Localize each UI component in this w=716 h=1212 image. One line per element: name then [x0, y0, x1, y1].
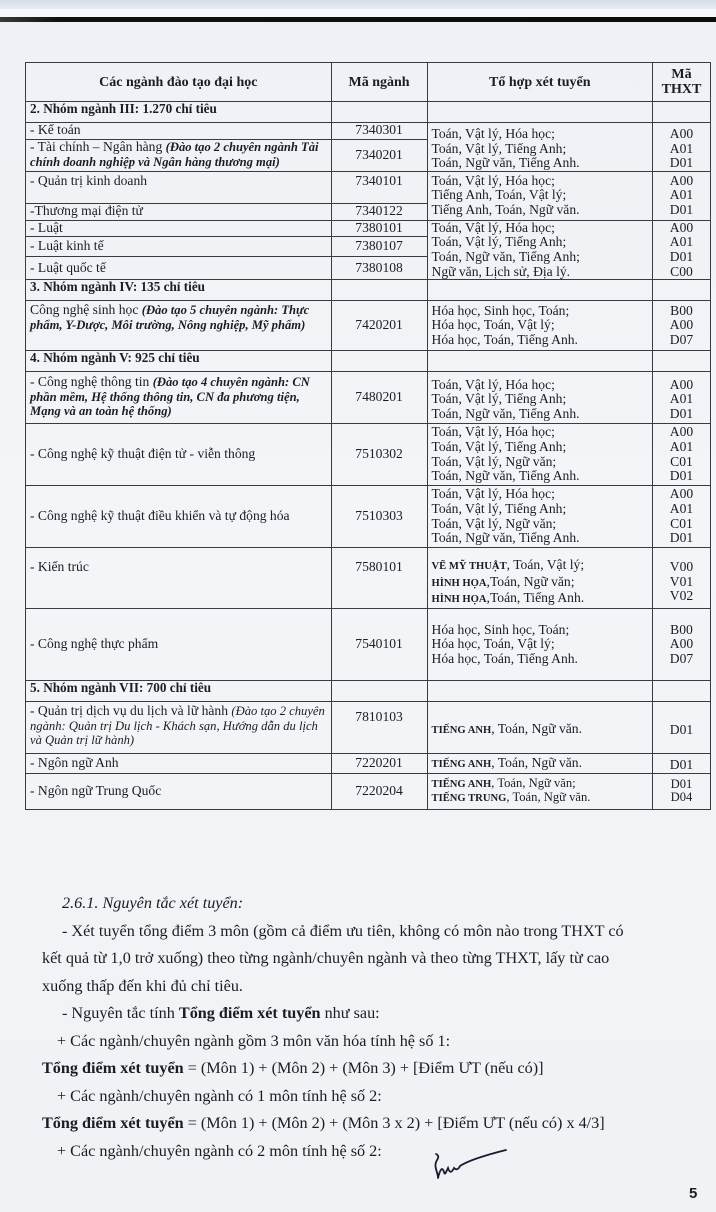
thxt-cell: A00 A01 D01 [653, 123, 711, 172]
major-name: - Công nghệ kỹ thuật điện tử - viễn thông [26, 424, 332, 486]
major-name: - Luật [26, 220, 332, 236]
major-code: 7420201 [331, 301, 427, 351]
admission-principles-section [42, 890, 712, 1165]
header-major: Các ngành đào tạo đại học [26, 63, 332, 102]
paragraph-line: kết quả từ 1,0 trở xuống) theo từng ngành/chuyên ngành và theo từng THXT, lấy từ cao [42, 949, 610, 967]
group-title: 4. Nhóm ngành V: 925 chỉ tiêu [26, 351, 332, 372]
major-code: 7540101 [331, 608, 427, 680]
thxt-cell: B00 A00 D07 [653, 608, 711, 680]
major-code: 7480201 [331, 372, 427, 424]
table-header-row [26, 63, 711, 102]
major-name: - Công nghệ thông tin (Đào tạo 4 chuyên ngành: CN phần mềm, Hệ thống thông tin, CN đa phương tiện, Mạng và an toàn hệ thống) [26, 372, 332, 424]
major-name: - Kiến trúc [26, 548, 332, 609]
formula-line: Tổng điểm xét tuyển = (Môn 1) + (Môn 2) + (Môn 3) + [Điểm ƯT (nếu có)] [42, 1059, 544, 1077]
header-code: Mã ngành [331, 63, 427, 102]
table-row [26, 171, 711, 203]
major-code: 7340101 [331, 171, 427, 203]
major-name: - Công nghệ kỹ thuật điều khiển và tự động hóa [26, 486, 332, 548]
major-code: 7380101 [331, 220, 427, 236]
section-heading: 2.6.1. Nguyên tắc xét tuyển: [62, 894, 244, 912]
document-page [0, 22, 716, 1212]
thxt-cell: B00 A00 D07 [653, 301, 711, 351]
thxt-cell: A00 A01 D01 [653, 171, 711, 220]
major-name: - Ngôn ngữ Trung Quốc [26, 773, 332, 809]
group-row [26, 280, 711, 301]
major-code: 7810103 [331, 701, 427, 753]
combo-cell: VẼ MỸ THUẬT, Toán, Vật lý; HÌNH HỌA,Toán, Ngữ văn; HÌNH HỌA,Toán, Tiếng Anh. [427, 548, 653, 609]
combo-cell: Hóa học, Sinh học, Toán; Hóa học, Toán, Vật lý; Hóa học, Toán, Tiếng Anh. [427, 301, 653, 351]
major-code: 7340301 [331, 123, 427, 140]
major-code: 7220204 [331, 773, 427, 809]
combo-cell: Toán, Vật lý, Hóa học; Toán, Vật lý, Tiếng Anh; Toán, Vật lý, Ngữ văn; Toán, Ngữ văn, Tiếng Anh. [427, 424, 653, 486]
major-code: 7340201 [331, 140, 427, 172]
paragraph-line: - Xét tuyển tổng điểm 3 môn (gồm cả điểm ưu tiên, không có môn nào trong THXT có [62, 921, 624, 940]
combo-cell: Toán, Vật lý, Hóa học; Toán, Vật lý, Tiếng Anh; Toán, Vật lý, Ngữ văn; Toán, Ngữ văn, Tiếng Anh. [427, 486, 653, 548]
photo-top-background [0, 0, 716, 9]
group-row [26, 102, 711, 123]
table-row [26, 301, 711, 351]
thxt-cell: A00 A01 D01 C00 [653, 220, 711, 279]
combo-cell: Toán, Vật lý, Hóa học; Toán, Vật lý, Tiếng Anh; Toán, Ngữ văn, Tiếng Anh. [427, 372, 653, 424]
table-row [26, 372, 711, 424]
thxt-cell: D01 [653, 701, 711, 753]
page-number: 5 [689, 1185, 698, 1202]
thxt-cell: V00 V01 V02 [653, 548, 711, 609]
major-name: - Quản trị dịch vụ du lịch và lữ hành (Đào tạo 2 chuyên ngành: Quản trị Du lịch - Khách sạn, Hướng dẫn du lịch và Quản trị lữ hành) [26, 701, 332, 753]
combo-cell: TIẾNG ANH, Toán, Ngữ văn. [427, 701, 653, 753]
table-row [26, 123, 711, 140]
major-name: - Tài chính – Ngân hàng (Đào tạo 2 chuyên ngành Tài chính doanh nghiệp và Ngân hàng thương mại) [26, 140, 332, 172]
major-name: -Thương mại điện tử [26, 203, 332, 220]
major-name: Công nghệ sinh học (Đào tạo 5 chuyên ngành: Thực phẩm, Y-Dược, Môi trường, Nông nghiệp, Mỹ phẩm) [26, 301, 332, 351]
combo-cell: TIẾNG ANH, Toán, Ngữ văn. [427, 753, 653, 773]
signature-icon [432, 1148, 512, 1188]
combo-cell: TIẾNG ANH, Toán, Ngữ văn; TIẾNG TRUNG, Toán, Ngữ văn. [427, 773, 653, 809]
group-row [26, 351, 711, 372]
thxt-cell: A00 A01 C01 D01 [653, 424, 711, 486]
case-line: + Các ngành/chuyên ngành gồm 3 môn văn hóa tính hệ số 1: [57, 1031, 451, 1050]
major-name: - Luật quốc tế [26, 256, 332, 279]
group-title: 3. Nhóm ngành IV: 135 chỉ tiêu [26, 280, 332, 301]
photo-top-margin [0, 9, 716, 17]
thxt-cell: A00 A01 C01 D01 [653, 486, 711, 548]
thxt-cell: D01 [653, 753, 711, 773]
header-combo: Tổ hợp xét tuyển [427, 63, 653, 102]
table-row [26, 608, 711, 680]
majors-table [25, 62, 711, 810]
case-line: + Các ngành/chuyên ngành có 1 môn tính hệ số 2: [57, 1086, 382, 1105]
table-row [26, 773, 711, 809]
combo-cell: Toán, Vật lý, Hóa học; Toán, Vật lý, Tiếng Anh; Toán, Ngữ văn, Tiếng Anh; Ngữ văn, Lịch sử, Địa lý. [427, 220, 653, 279]
major-code: 7580101 [331, 548, 427, 609]
table-row [26, 548, 711, 609]
thxt-cell: A00 A01 D01 [653, 372, 711, 424]
major-code: 7510303 [331, 486, 427, 548]
major-name: - Luật kinh tế [26, 236, 332, 256]
major-note: (Đào tạo 2 chuyên ngành Tài chính doanh nghiệp và Ngân hàng thương mại) [30, 140, 319, 169]
combo-cell: Hóa học, Sinh học, Toán; Hóa học, Toán, Vật lý; Hóa học, Toán, Tiếng Anh. [427, 608, 653, 680]
major-code: 7380107 [331, 236, 427, 256]
thxt-cell: D01 D04 [653, 773, 711, 809]
major-note: (Đào tạo 2 chuyên ngành: Quản trị Du lịch - Khách sạn, Hướng dẫn du lịch và Quản trị lữ hành) [30, 703, 325, 748]
table-row [26, 753, 711, 773]
table-row [26, 424, 711, 486]
major-note: (Đào tạo 4 chuyên ngành: CN phần mềm, Hệ thống thông tin, CN đa phương tiện, Mạng và an toàn hệ thống) [30, 375, 310, 419]
combo-cell: Toán, Vật lý, Hóa học; Toán, Vật lý, Tiếng Anh; Toán, Ngữ văn, Tiếng Anh. [427, 123, 653, 172]
paragraph-line: - Nguyên tắc tính Tổng điểm xét tuyển như sau: [62, 1004, 380, 1022]
major-name: - Công nghệ thực phẩm [26, 608, 332, 680]
major-code: 7380108 [331, 256, 427, 279]
major-name: - Ngôn ngữ Anh [26, 753, 332, 773]
table-row [26, 220, 711, 236]
combo-cell: Toán, Vật lý, Hóa học; Tiếng Anh, Toán, Vật lý; Tiếng Anh, Toán, Ngữ văn. [427, 171, 653, 220]
major-code: 7340122 [331, 203, 427, 220]
major-name: - Kế toán [26, 123, 332, 140]
table-row [26, 486, 711, 548]
case-line: + Các ngành/chuyên ngành có 2 môn tính hệ số 2: [57, 1141, 382, 1160]
major-code: 7220201 [331, 753, 427, 773]
group-title: 5. Nhóm ngành VII: 700 chỉ tiêu [26, 680, 332, 701]
group-row [26, 680, 711, 701]
major-note: (Đào tạo 5 chuyên ngành: Thực phẩm, Y-Dược, Môi trường, Nông nghiệp, Mỹ phẩm) [30, 303, 310, 332]
table-row [26, 701, 711, 753]
paragraph-line: xuống thấp đến khi đủ chỉ tiêu. [42, 976, 243, 995]
formula-line: Tổng điểm xét tuyển = (Môn 1) + (Môn 2) + (Môn 3 x 2) + [Điểm ƯT (nếu có) x 4/3] [42, 1114, 605, 1132]
major-name: - Quản trị kinh doanh [26, 171, 332, 203]
header-thxt: Mã THXT [653, 63, 711, 102]
group-title: 2. Nhóm ngành III: 1.270 chỉ tiêu [26, 102, 332, 123]
major-code: 7510302 [331, 424, 427, 486]
